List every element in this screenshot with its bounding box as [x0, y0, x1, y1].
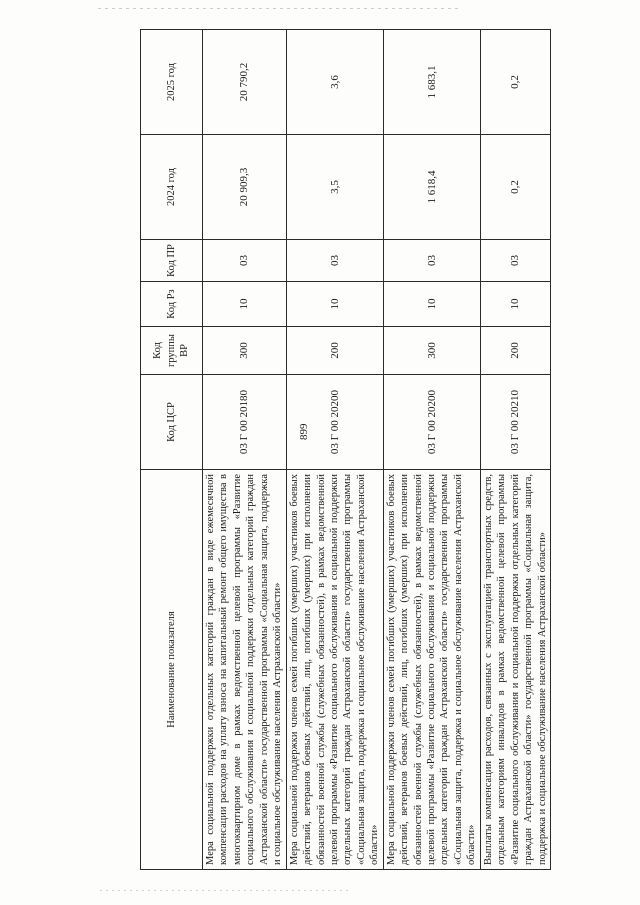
- page-number: 899: [297, 423, 310, 440]
- header-pr: Код ПР: [141, 240, 203, 282]
- cell-2025: 3,6: [286, 30, 383, 135]
- cell-2024: 20 909,3: [203, 135, 287, 240]
- table-row: [383, 30, 480, 870]
- cell-2024: 3,5: [286, 135, 383, 240]
- scan-artifact-top: [98, 8, 458, 9]
- budget-table: [140, 29, 551, 870]
- cell-rz: 10: [203, 282, 287, 327]
- cell-2024: 1 618,4: [383, 135, 480, 240]
- header-2025: 2025 год: [141, 30, 203, 135]
- table-row: [203, 30, 287, 870]
- cell-pr: 03: [286, 240, 383, 282]
- scan-artifact-bottom: [100, 890, 350, 891]
- table-row: [286, 30, 383, 870]
- cell-2025: 20 790,2: [203, 30, 287, 135]
- budget-table-container: [140, 30, 548, 870]
- cell-rz: 10: [383, 282, 480, 327]
- header-rz: Код Рз: [141, 282, 203, 327]
- cell-vr: 300: [383, 327, 480, 375]
- cell-csr: 03 Г 00 20210: [480, 375, 550, 470]
- cell-csr: 03 Г 00 20200: [383, 375, 480, 470]
- cell-name: Мера социальной поддержки членов семей погибших (умерших) участников боевых действий, ветеранов боевых действий, лиц, погибших (умерших) при исполнении обязанностей военной службы (служебных обязанностей), в рамках ведомственной целевой программы «Развитие социального обслуживания и социальной поддержки отдельных категорий граждан Астраханской области» государственной программы «Социальная защита, поддержка и социальное обслуживание населения Астраханской области»: [383, 470, 480, 870]
- header-csr: Код ЦСР: [141, 375, 203, 470]
- cell-name: Выплаты компенсации расходов, связанных с эксплуатацией транспортных средств, отдельным категориям инвалидов в рамках ведомственной целевой программы «Развитие социального обслуживания и социальной поддержки отдельных категорий граждан Астраханской области» государственной программы «Социальная защита, поддержка и социальное обслуживание населения Астраханской области»: [480, 470, 550, 870]
- header-name: Наименование показателя: [141, 470, 203, 870]
- cell-vr: 200: [286, 327, 383, 375]
- cell-2025: 1 683,1: [383, 30, 480, 135]
- cell-csr: 03 Г 00 20180: [203, 375, 287, 470]
- cell-2025: 0,2: [480, 30, 550, 135]
- cell-pr: 03: [383, 240, 480, 282]
- cell-vr: 200: [480, 327, 550, 375]
- cell-name: Мера социальной поддержки отдельных категорий граждан в виде ежемесячной компенсации расходов на уплату взноса на капитальный ремонт общего имущества в многоквартирном доме в рамках ведомственной целевой программы «Развитие социального обслуживания и социальной поддержки отдельных категорий граждан Астраханской области» государственной программы «Социальная защита, поддержка и социальное обслуживание населения Астраханской области»: [203, 470, 287, 870]
- cell-rz: 10: [286, 282, 383, 327]
- cell-vr: 300: [203, 327, 287, 375]
- table-row: [480, 30, 550, 870]
- cell-pr: 03: [480, 240, 550, 282]
- header-vr: Код группы ВР: [141, 327, 203, 375]
- table-header-row: [141, 30, 203, 870]
- cell-pr: 03: [203, 240, 287, 282]
- header-2024: 2024 год: [141, 135, 203, 240]
- cell-rz: 10: [480, 282, 550, 327]
- cell-csr: 03 Г 00 20200: [286, 375, 383, 470]
- cell-2024: 0,2: [480, 135, 550, 240]
- cell-name: Мера социальной поддержки членов семей погибших (умерших) участников боевых действий, ветеранов боевых действий, лиц, погибших (умерших) при исполнении обязанностей военной службы (служебных обязанностей), в рамках ведомственной целевой программы «Развитие социального обслуживания и социальной поддержки отдельных категорий граждан Астраханской области» государственной программы «Социальная защита, поддержка и социальное обслуживание населения Астраханской области»: [286, 470, 383, 870]
